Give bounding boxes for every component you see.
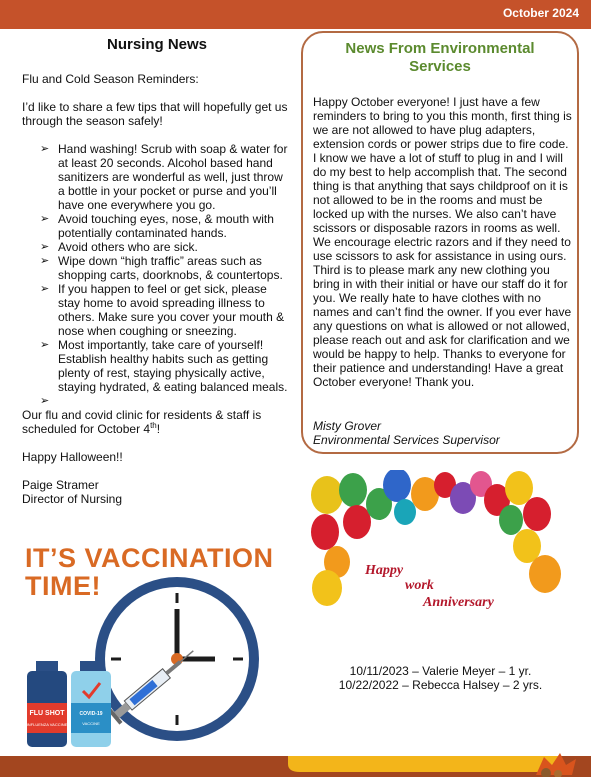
env-signature [313, 419, 500, 447]
arrow-bullet-icon: ➢ [40, 283, 50, 295]
balloon-arch-icon [311, 470, 561, 606]
tips-list [22, 142, 292, 408]
arrow-bullet-icon: ➢ [40, 213, 50, 225]
flu-shot-bottle-icon [27, 661, 68, 747]
env-body: Happy October everyone! I just have a few reminders to bring to you this month, first thing is we are not allowed to have plug adapters, extension cords or power strips due to fire code. I know we have a lot of stuff to plug in and I will do my best to help accomplish that. The second thing is that anything that says childproof on it is not allowed to be in the rooms and must be locked up with the nurses. We also can’t have scissors or disposable razors in rooms as well. We encourage electric razors and if they need to use scissors to ask for assistance in using ours. Third is to please mark any new clothing you bring in with their initial or have our staff do it for you. We really hate to have clothes with no names and can’t find the owner. If you ever have any questions on what is allowed or not allowed, please reach out and ask for clarification and we would be happy to help. Thanks to everyone for their patience and understanding! Have a great October everyone! Thank you. [313, 95, 572, 389]
env-title: News From Environmental Services [345, 40, 535, 75]
list-item: 10/22/2022 – Rebecca Halsey – 2 yrs. [338, 678, 543, 692]
environmental-services-box [301, 31, 579, 454]
covid-vaccine-bottle-icon [71, 661, 111, 747]
nursing-news-title: Nursing News [106, 36, 208, 53]
list-item: ➢ Avoid touching eyes, nose, & mouth with potentially contaminated hands. [40, 212, 274, 240]
list-item: ➢ Wipe down “high traffic” areas such as shopping carts, doorknobs, & countertops. [40, 254, 283, 282]
nursing-news-section [22, 38, 292, 506]
list-item: ➢ Avoid others who are sick. [40, 240, 198, 254]
svg-text:COVID-19: COVID-19 [79, 711, 103, 717]
list-item: 10/11/2023 – Valerie Meyer – 1 yr. [349, 664, 532, 678]
svg-text:INFLUENZA VACCINE: INFLUENZA VACCINE [26, 722, 68, 727]
env-signer-name: Misty Grover [313, 419, 382, 433]
nursing-signer-title: Director of Nursing [22, 492, 123, 506]
header-bar [0, 0, 591, 29]
empty-list-item [40, 394, 292, 408]
vaccination-heading-2: TIME! [25, 571, 101, 601]
svg-text:VACCINE: VACCINE [82, 721, 100, 726]
list-item: ➢ Hand washing! Scrub with soap & water for at least 20 seconds. Alcohol based hand sanitizers are wonderful as well, just throw a bottle in your pocket or purse and you’ll have one everywhere you go. [40, 142, 288, 212]
arrow-bullet-icon: ➢ [40, 339, 50, 351]
anniversary-list [318, 664, 563, 692]
anniversary-banner-line-2: work [405, 578, 434, 593]
list-item: ➢ If you happen to feel or get sick, please stay home to avoid spreading illness to others. Make sure you cover your mouth & nose when coughing or sneezing. [40, 282, 285, 338]
halloween-greeting: Happy Halloween!! [22, 450, 123, 464]
anniversary-banner-line-3: Anniversary [423, 595, 494, 610]
clinic-notice: Our flu and covid clinic for residents & staff is scheduled for October 4th! [22, 408, 262, 436]
vaccination-graphic [25, 543, 295, 753]
arrow-bullet-icon: ➢ [40, 395, 50, 407]
footer-bar [0, 751, 591, 777]
nursing-lead: I’d like to share a few tips that will hopefully get us through the season safely! [22, 100, 288, 128]
arrow-bullet-icon: ➢ [40, 143, 50, 155]
vaccination-heading: IT’S VACCINATION [25, 543, 274, 573]
nursing-intro: Flu and Cold Season Reminders: [22, 72, 199, 86]
arrow-bullet-icon: ➢ [40, 241, 50, 253]
list-item: ➢ Most importantly, take care of yourself! Establish healthy habits such as getting plenty of rest, staying physically active, staying hydrated, & eating balanced meals. [40, 338, 288, 394]
clock-syringe-illustration [25, 543, 295, 753]
anniversary-banner-line-1: Happy [365, 563, 404, 578]
work-anniversary-balloons [305, 470, 565, 630]
newsletter-date: October 2024 [502, 6, 579, 20]
svg-text:FLU SHOT: FLU SHOT [29, 710, 65, 717]
env-signer-title: Environmental Services Supervisor [313, 433, 500, 447]
arrow-bullet-icon: ➢ [40, 255, 50, 267]
nursing-signer-name: Paige Stramer [22, 478, 99, 492]
